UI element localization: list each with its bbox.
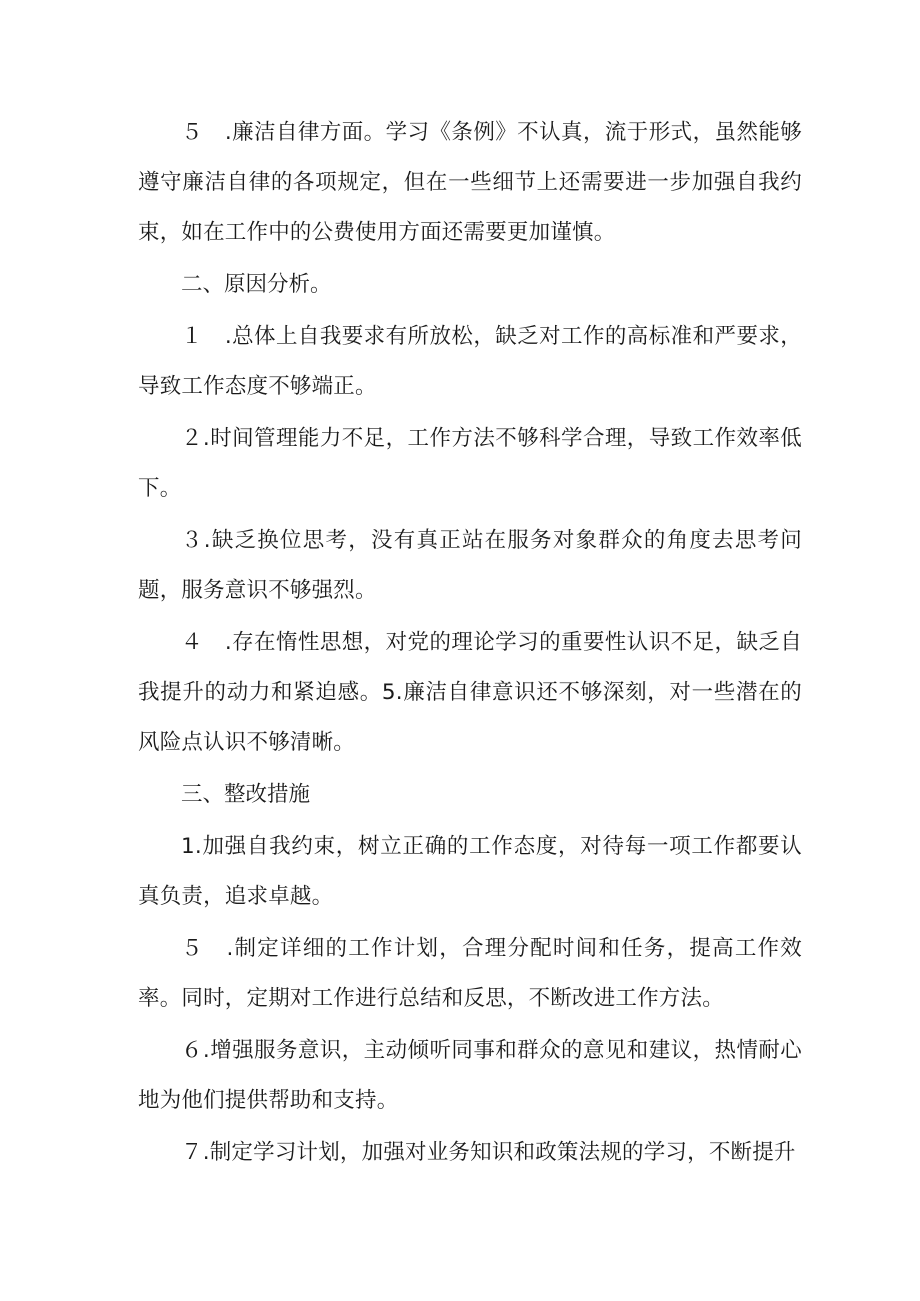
section-heading-rectification: 三、整改措施 [181,782,311,807]
paragraph-measure-7: ７.制定学习计划，加强对业务知识和政策法规的学习，不断提升 [181,1140,796,1165]
section-heading-cause-analysis: 二、原因分析。 [181,272,332,297]
paragraph-measure-1: 1.加强自我约束，树立正确的工作态度，对待每一项工作都要认真负责，追求卓越。 [138,834,802,909]
paragraph-measure-6: ６.增强服务意识，主动倾听同事和群众的意见和建议，热情耐心地为他们提供帮助和支持。 [138,1038,802,1113]
paragraph-cause-1: １ .总体上自我要求有所放松，缺乏对工作的高标准和严要求，导致工作态度不够端正。 [138,324,802,399]
paragraph-cause-2: ２.时间管理能力不足，工作方法不够科学合理，导致工作效率低下。 [138,426,802,501]
paragraph-integrity-issue: ５ .廉洁自律方面。学习《条例》不认真，流于形式，虽然能够遵守廉洁自律的各项规定，但在一些细节上还需要进一步加强自我约束，如在工作中的公费使用方面还需要更加谨慎。 [138,120,802,245]
paragraph-measure-5: ５ .制定详细的工作计划，合理分配时间和任务，提高工作效率。同时，定期对工作进行总结和反思，不断改进工作方法。 [138,936,802,1011]
document-page [138,108,802,1180]
paragraph-cause-4-5: ４ .存在惰性思想，对党的理论学习的重要性认识不足，缺乏自我提升的动力和紧迫感。5.廉洁自律意识还不够深刻，对一些潜在的风险点认识不够清晰。 [138,630,802,755]
paragraph-cause-3: ３.缺乏换位思考，没有真正站在服务对象群众的角度去思考问题，服务意识不够强烈。 [138,528,802,603]
